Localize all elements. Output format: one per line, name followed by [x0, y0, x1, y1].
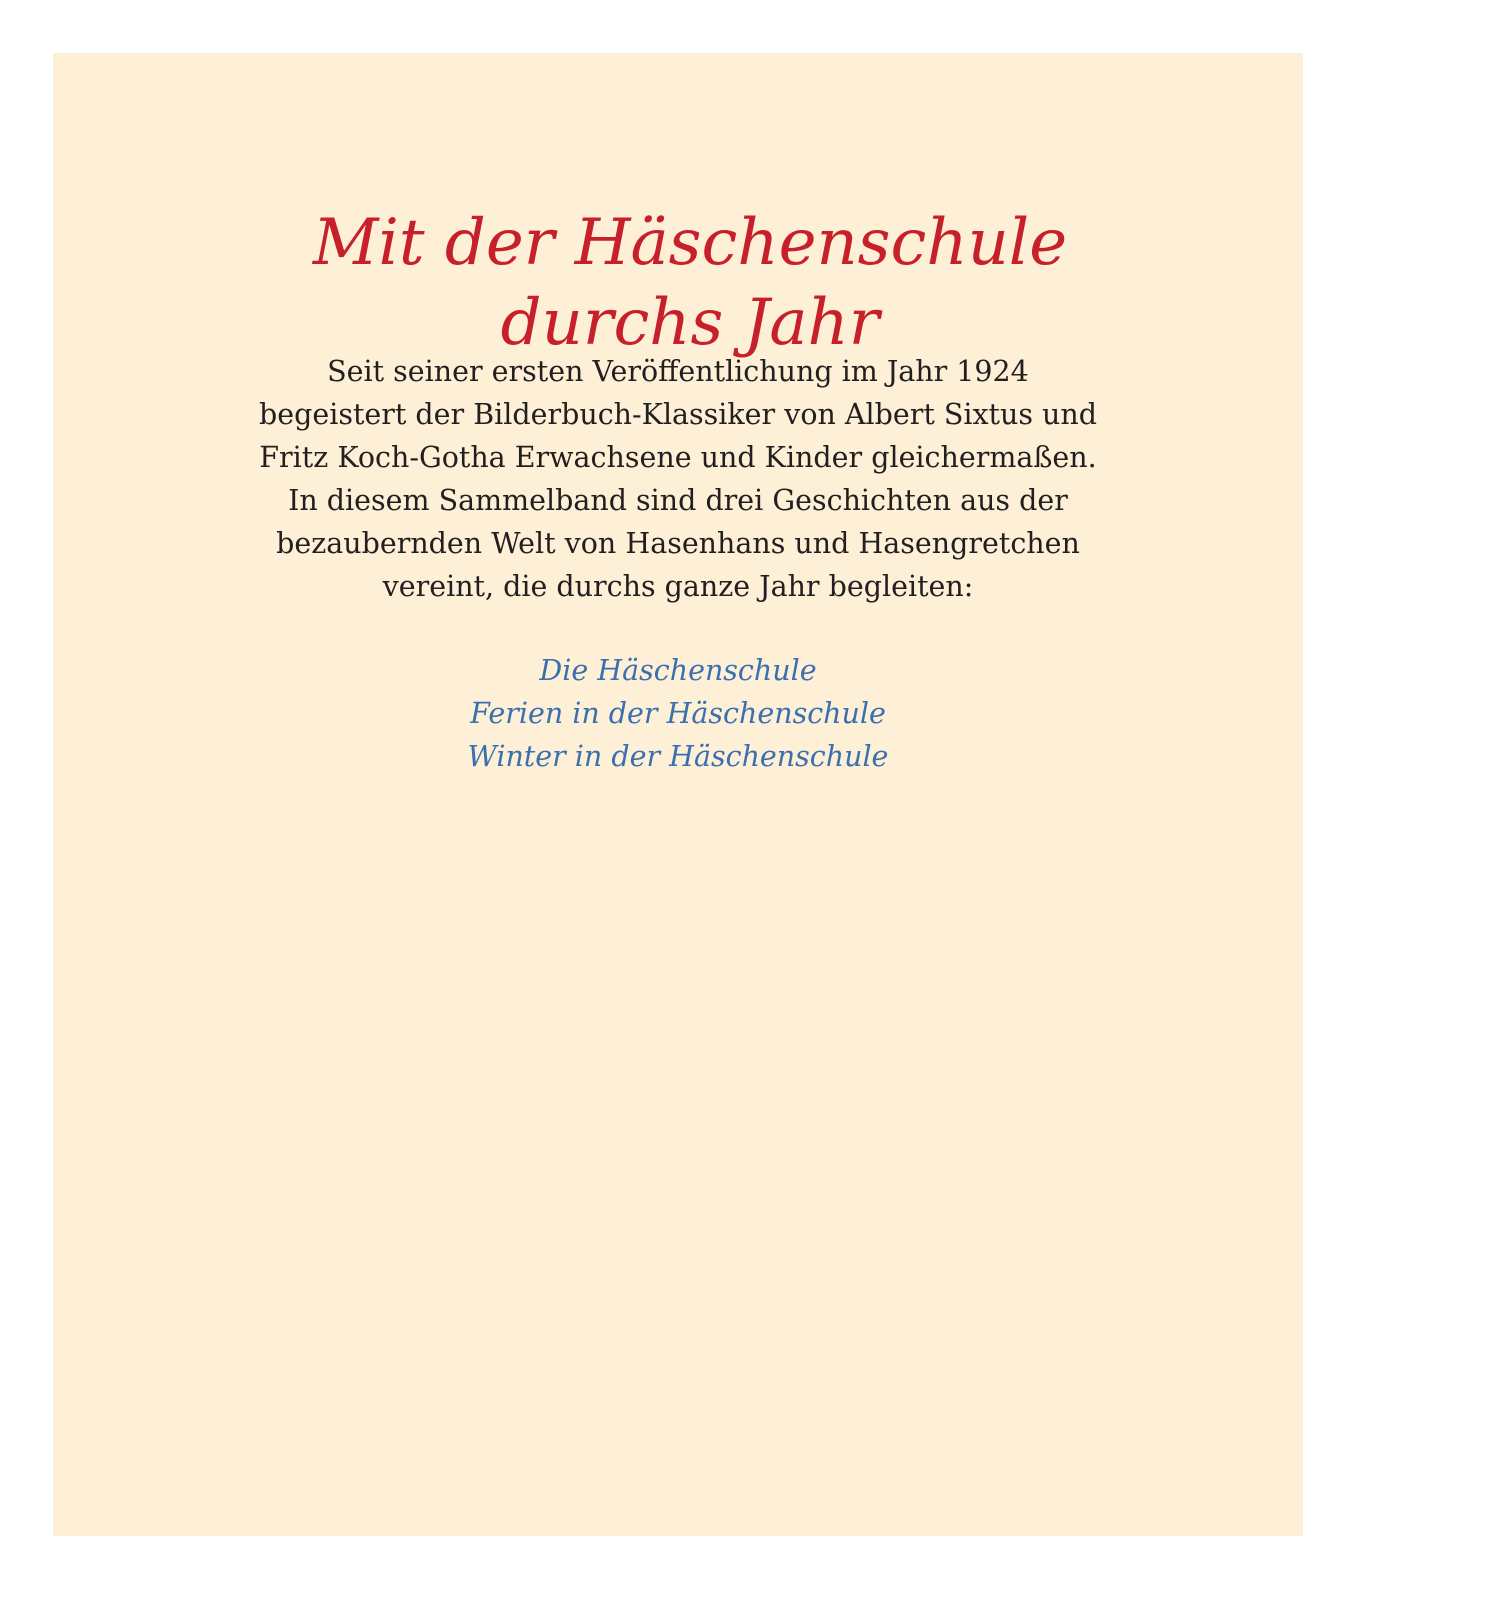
story-title-list	[53, 649, 1303, 778]
description-line: Fritz Koch-Gotha Erwachsene und Kinder gleichermaßen.	[259, 441, 1097, 474]
story-title: Ferien in der Häschenschule	[470, 697, 886, 730]
story-title: Die Häschenschule	[539, 654, 817, 687]
title-line-1: Mit der Häschenschule	[312, 206, 1068, 280]
description-line: Seit seiner ersten Veröffentlichung im Jahr 1924	[327, 355, 1029, 388]
description-line: vereint, die durchs ganze Jahr begleiten:	[382, 570, 974, 603]
description-line: begeistert der Bilderbuch-Klassiker von Albert Sixtus und	[258, 398, 1098, 431]
title-line-2: durchs Jahr	[500, 286, 880, 360]
story-title: Winter in der Häschenschule	[467, 740, 889, 773]
description-line: bezaubernden Welt von Hasenhans und Hasengretchen	[276, 527, 1080, 560]
description-line: In diesem Sammelband sind drei Geschichten aus der	[288, 484, 1068, 517]
description-paragraph	[53, 350, 1303, 608]
book-back-cover	[53, 53, 1303, 1536]
